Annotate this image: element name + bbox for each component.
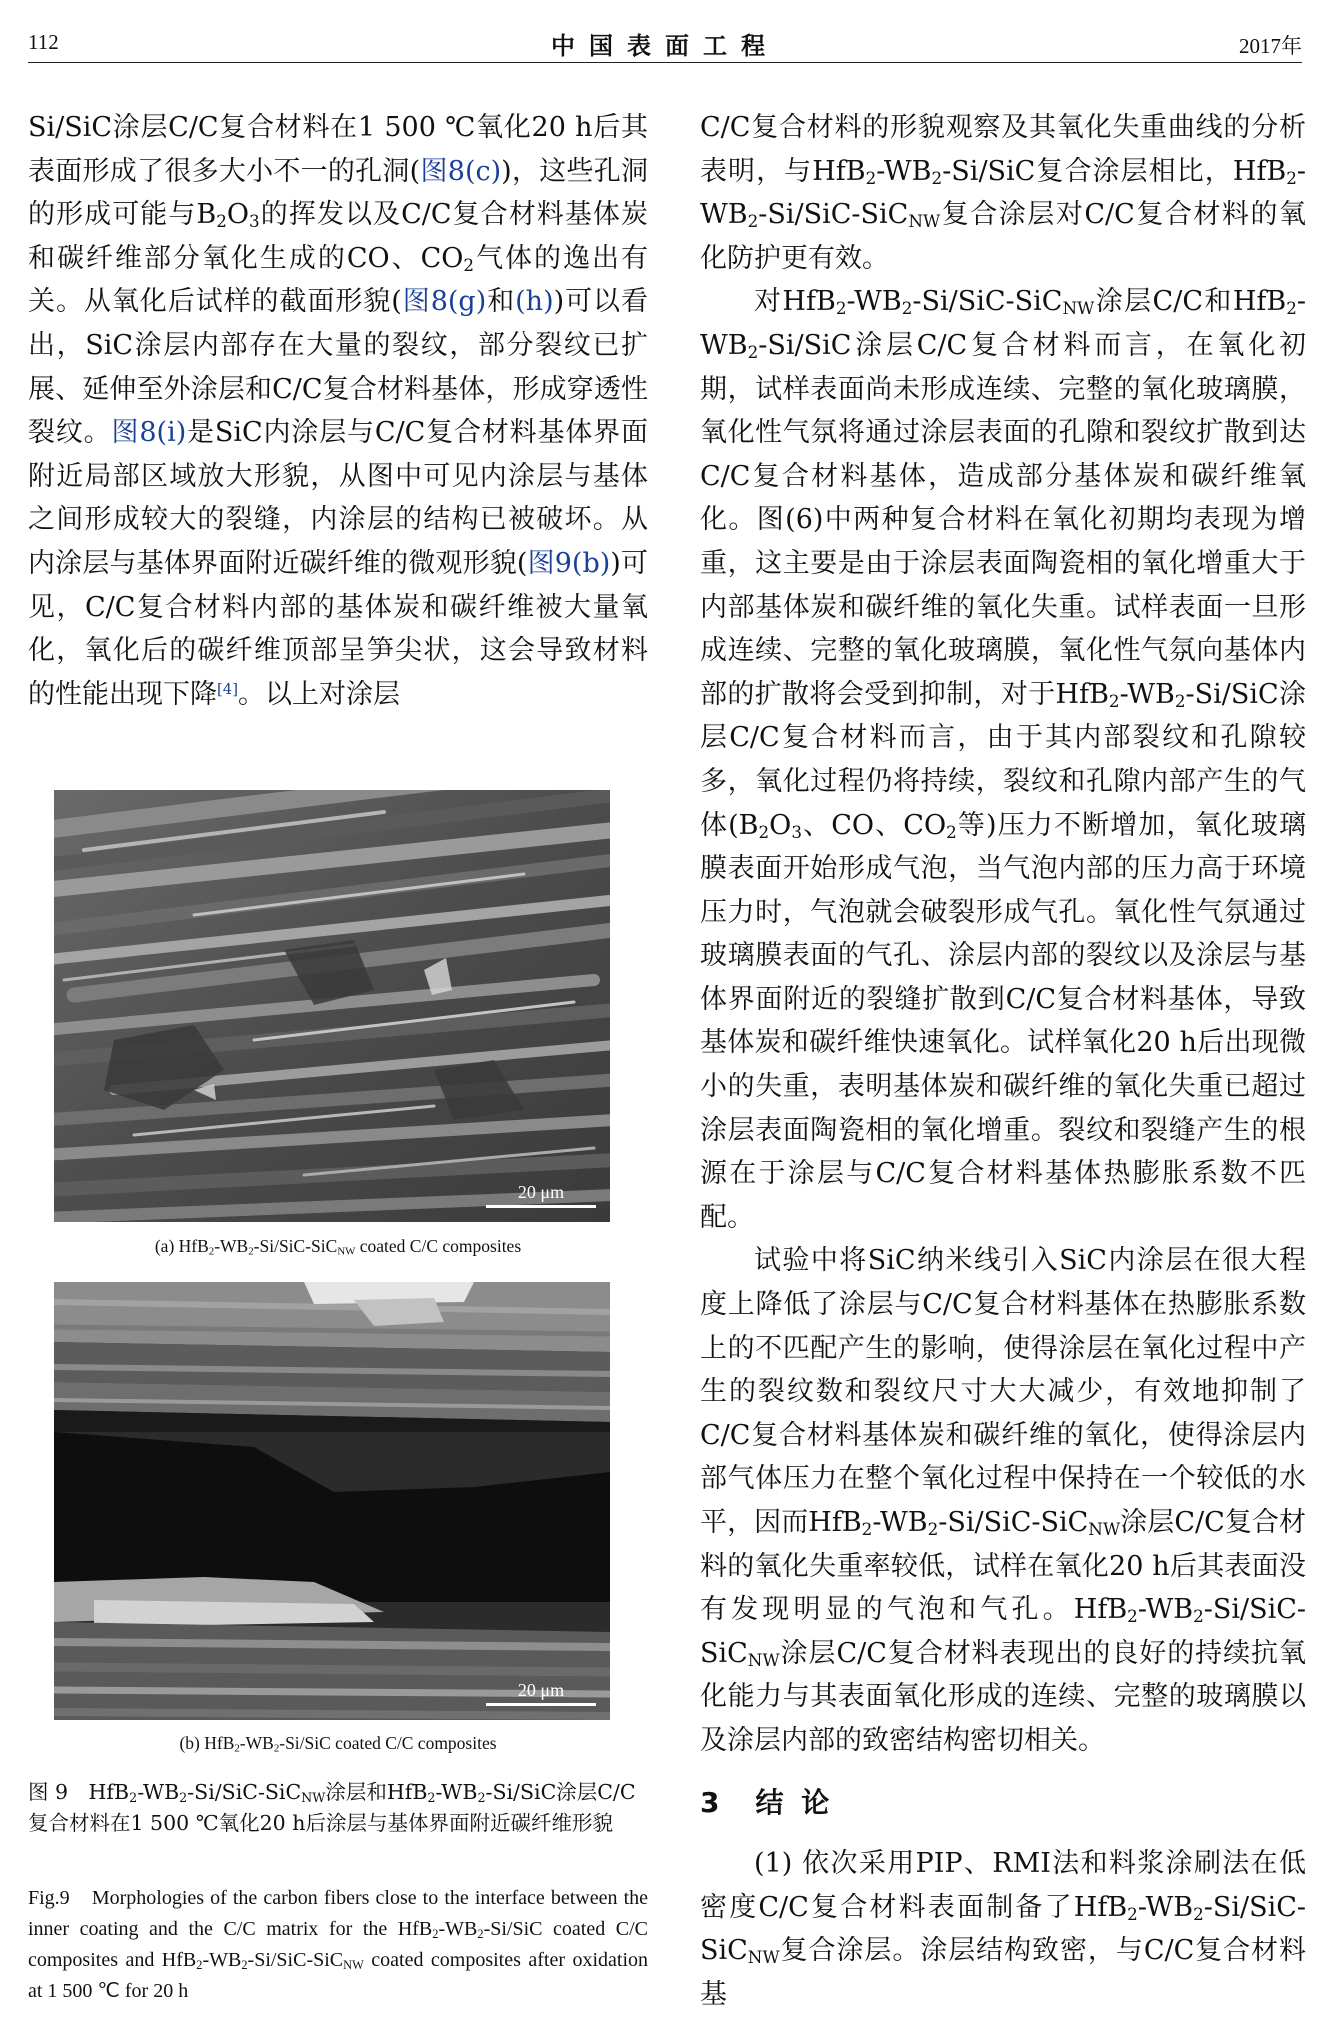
right-paragraph-3 — [700, 1239, 1306, 1762]
figure-caption-en — [28, 1883, 648, 2007]
subscript: 2 — [927, 1519, 939, 1540]
subscript: NW — [1062, 298, 1095, 319]
text: -Si/SiC涂层C/C复合材料而言，由于其内部裂纹和孔隙较多，氧化过程仍将持续，裂纹和孔隙内部产生的气体(B — [700, 678, 1306, 841]
subscript: NW — [1088, 1519, 1121, 1540]
subscript: 2 — [477, 1927, 484, 1942]
subscript: 2 — [758, 821, 770, 842]
text: 、CO、CO — [801, 809, 947, 841]
text: 复合涂层对C/C复合材料的氧化防护更有效。 — [700, 199, 1306, 274]
subscript: NW — [301, 1790, 326, 1806]
subscript: 2 — [234, 1742, 240, 1755]
scale-line — [486, 1703, 596, 1706]
subscript: 2 — [241, 1958, 248, 1973]
text: coated composites after oxidation at 1 500 ℃ for 20 h — [28, 1949, 648, 2002]
text: 的挥发以及C/C复合材料基体炭和碳纤维部分氧化生成的CO、CO — [28, 199, 648, 274]
text: 。以上对涂层 — [238, 678, 401, 710]
text: O — [769, 809, 792, 841]
scale-bar-b — [486, 1680, 596, 1706]
right-paragraph-1 — [700, 106, 1306, 280]
subscript: 2 — [1127, 1606, 1138, 1627]
text: (1) 依次采用PIP、RMI法和料浆涂刷法在低密度C/C复合材料表面制备了HfB — [700, 1848, 1306, 1923]
figure-link-8h[interactable]: (h) — [515, 286, 554, 318]
text: 和 — [486, 286, 516, 318]
text: -Si/SiC-SiC — [247, 1949, 344, 1971]
scale-label: 20 μm — [517, 1680, 565, 1700]
subscript: 2 — [273, 1742, 280, 1755]
text: Fig.9 Morphologies of the carbon fibers close to the interface between the inner coating and the C/C matrix for the HfB — [28, 1887, 648, 1940]
text: -WB — [700, 155, 1306, 231]
text: C/C复合材料的形貌观察及其氧化失重曲线的分析表明，与HfB — [700, 112, 1306, 187]
subscript: 2 — [946, 821, 957, 842]
text: -Si/SiC-SiC — [700, 1594, 1306, 1669]
text: -Si/SiC复合涂层相比，HfB — [942, 155, 1287, 187]
figure-link-8g[interactable]: 图8(g) — [401, 286, 487, 318]
text: )可以看出，SiC涂层内部存在大量的裂纹，部分裂纹已扩展、延伸至外涂层和C/C复合材料基体，形成穿透性裂纹。 — [28, 286, 648, 449]
text: -WB — [700, 286, 1306, 361]
subscript: NW — [747, 1649, 780, 1670]
text: (a) HfB — [154, 1236, 209, 1256]
text: -Si/SiC涂层C/C复合材料而言，在氧化初期，试样表面尚未形成连续、完整的氧化玻璃膜，氧化性气氛将通过涂层表面的孔隙和裂纹扩散到达C/C复合材料基体，造成部分基体炭和碳纤维氧化。图(6)中两种复合材料在氧化初期均表现为增重，这主要是由于涂层表面陶瓷相的氧化增重大于内部基体炭和碳纤维的氧化失重。试样表面一旦形成连续、完整的氧化玻璃膜，氧化性气氛向基体内部的扩散将会受到抑制，对于HfB — [700, 329, 1306, 710]
journal-title: 中国表面工程 — [551, 32, 779, 60]
subscript: NW — [343, 1958, 364, 1973]
text: -Si/SiC-SiC — [187, 1780, 302, 1804]
text: 对HfB — [754, 286, 836, 318]
text: )，这些孔洞的形成可能与B — [28, 155, 648, 231]
scale-line — [486, 1205, 596, 1208]
text: -WB — [214, 1236, 249, 1256]
text: -Si/SiC-SiC — [912, 286, 1063, 318]
text: -WB — [202, 1949, 242, 1971]
scale-bar-a — [486, 1182, 596, 1208]
subscript: 3 — [791, 821, 802, 842]
text: Si/SiC涂层C/C复合材料在1 500 ℃氧化20 h后其表面形成了很多大小不一的孔洞( — [28, 112, 648, 187]
subscript: 2 — [1127, 1903, 1138, 1924]
subscript: 2 — [477, 1790, 486, 1806]
text: -Si/SiC-SiC — [938, 1507, 1089, 1538]
subscript: 2 — [1193, 1606, 1204, 1627]
subscript: 2 — [427, 1790, 436, 1806]
text: -WB — [137, 1780, 180, 1804]
text: )可见，C/C复合材料内部的基体炭和碳纤维被大量氧化，氧化后的碳纤维顶部呈笋尖状，这会导致材料的性能出现下降 — [28, 547, 648, 710]
sem-image-a — [54, 790, 610, 1222]
subscript: 2 — [835, 298, 847, 319]
figure-link-9b[interactable]: 图9(b) — [527, 547, 611, 579]
sem-image-b — [54, 1282, 610, 1720]
text: -WB — [872, 1507, 928, 1538]
text: 气体的逸出有关。从氧化后试样的截面形貌( — [28, 242, 648, 318]
text: 等)压力不断增加，氧化玻璃膜表面开始形成气泡，当气泡内部的压力高于环境压力时，气泡就会破裂形成气孔。氧化性气氛通过玻璃膜表面的气孔、涂层内部的裂纹以及涂层与基体界面附近的裂缝扩散到C/C复合材料基体，导致基体炭和碳纤维快速氧化。试样氧化20 h后出现微小的失重，表明基体炭和碳纤维的氧化失重已超过涂层表面陶瓷相的氧化增重。裂纹和裂缝产生的根源在于涂层与C/C复合材料基体热膨胀系数不匹配。 — [700, 809, 1306, 1233]
text: -WB — [435, 1780, 478, 1804]
text: 涂层C/C复合材料的氧化失重率较低，试样在氧化20 h后其表面没有发现明显的气泡和气孔。HfB — [700, 1507, 1306, 1626]
subscript: 2 — [208, 1245, 215, 1258]
text: 涂层C/C复合材料表现出的良好的持续抗氧化能力与其表面氧化形成的连续、完整的玻璃膜以及涂层内部的致密结构密切相关。 — [700, 1637, 1306, 1756]
text: -Si/SiC涂层C/C复合材料在1 500 ℃氧化20 h后涂层与基体界面附近碳纤维形貌 — [28, 1780, 636, 1835]
subscript: 2 — [216, 211, 227, 232]
text: 涂层C/C和HfB — [1094, 286, 1287, 318]
text: -Si/SiC-SiC — [758, 199, 909, 231]
subscript: 2 — [463, 254, 475, 275]
page-number: 112 — [28, 30, 59, 54]
sem-texture-b — [54, 1282, 610, 1720]
text: 图 9 HfB — [28, 1780, 130, 1804]
subscript: 2 — [1286, 167, 1297, 188]
sem-texture-a — [54, 790, 610, 1222]
subscript: 2 — [129, 1790, 138, 1806]
subscript: 2 — [747, 342, 759, 363]
subscript: NW — [747, 1947, 780, 1968]
left-column — [28, 106, 648, 716]
text: 复合涂层。涂层结构致密，与C/C复合材料基 — [700, 1935, 1306, 2010]
text: O — [226, 199, 250, 231]
text: coated C/C composites — [355, 1236, 522, 1256]
subscript: 2 — [931, 167, 943, 188]
left-paragraph — [28, 106, 648, 716]
text: -Si/SiC-SiC — [253, 1236, 338, 1256]
issue-year: 2017年 — [1239, 34, 1302, 58]
text: 是SiC内涂层与C/C复合材料基体界面附近局部区域放大形貌，从图中可见内涂层与基体之间形成较大的裂缝，内涂层的结构已被破坏。从内涂层与基体界面附近碳纤维的微观形貌( — [28, 417, 648, 579]
text: -WB — [438, 1918, 478, 1940]
citation-4[interactable]: [4] — [217, 679, 239, 698]
text: -WB — [1137, 1891, 1194, 1923]
subcaption-b — [28, 1733, 648, 1754]
subscript: 2 — [861, 1519, 873, 1540]
subcaption-a — [28, 1236, 648, 1257]
subscript: 2 — [1286, 298, 1297, 319]
figure-link-8i[interactable]: 图8(i) — [111, 417, 187, 449]
text: (b) HfB — [179, 1733, 235, 1753]
text: -WB — [846, 286, 902, 318]
scale-label: 20 μm — [517, 1182, 565, 1202]
right-column — [700, 106, 1306, 2017]
subscript: 2 — [196, 1958, 203, 1973]
text: -WB — [239, 1733, 274, 1753]
text: -Si/SiC-SiC — [700, 1891, 1306, 1967]
page-header — [28, 20, 1302, 63]
subscript: 2 — [1108, 690, 1120, 711]
subscript: 2 — [901, 298, 913, 319]
subscript: 2 — [747, 211, 759, 232]
text: 涂层和HfB — [325, 1780, 428, 1804]
subscript: 2 — [179, 1790, 188, 1806]
text: -WB — [876, 155, 932, 187]
text: -WB — [1137, 1594, 1194, 1626]
text: -Si/SiC coated C/C composites — [279, 1733, 497, 1753]
subscript: 3 — [249, 211, 260, 232]
subscript: 2 — [865, 167, 877, 188]
subscript: NW — [337, 1245, 356, 1258]
section-heading-conclusion: 3 结 论 — [700, 1785, 834, 1819]
text: -Si/SiC coated C/C composites and HfB — [28, 1918, 648, 1971]
subscript: 2 — [1174, 690, 1186, 711]
text: 试验中将SiC纳米线引入SiC内涂层在很大程度上降低了涂层与C/C复合材料基体在热膨胀系数上的不匹配产生的影响，使得涂层在氧化过程中产生的裂纹数和裂纹尺寸大大减少，有效地抑制了C/C复合材料基体炭和碳纤维的氧化，使得涂层内部气体压力在整个氧化过程中保持在一个较低的水平，因而HfB — [700, 1245, 1306, 1538]
subscript: 2 — [248, 1245, 254, 1258]
figure-link-8c[interactable]: 图8(c) — [420, 155, 502, 187]
subscript: 2 — [432, 1927, 439, 1942]
text: -WB — [1119, 678, 1175, 710]
subscript: 2 — [1193, 1903, 1204, 1924]
figure-caption-cn — [28, 1777, 648, 1839]
right-paragraph-4 — [700, 1842, 1306, 2016]
subscript: NW — [908, 211, 941, 232]
right-paragraph-2 — [700, 280, 1306, 1239]
